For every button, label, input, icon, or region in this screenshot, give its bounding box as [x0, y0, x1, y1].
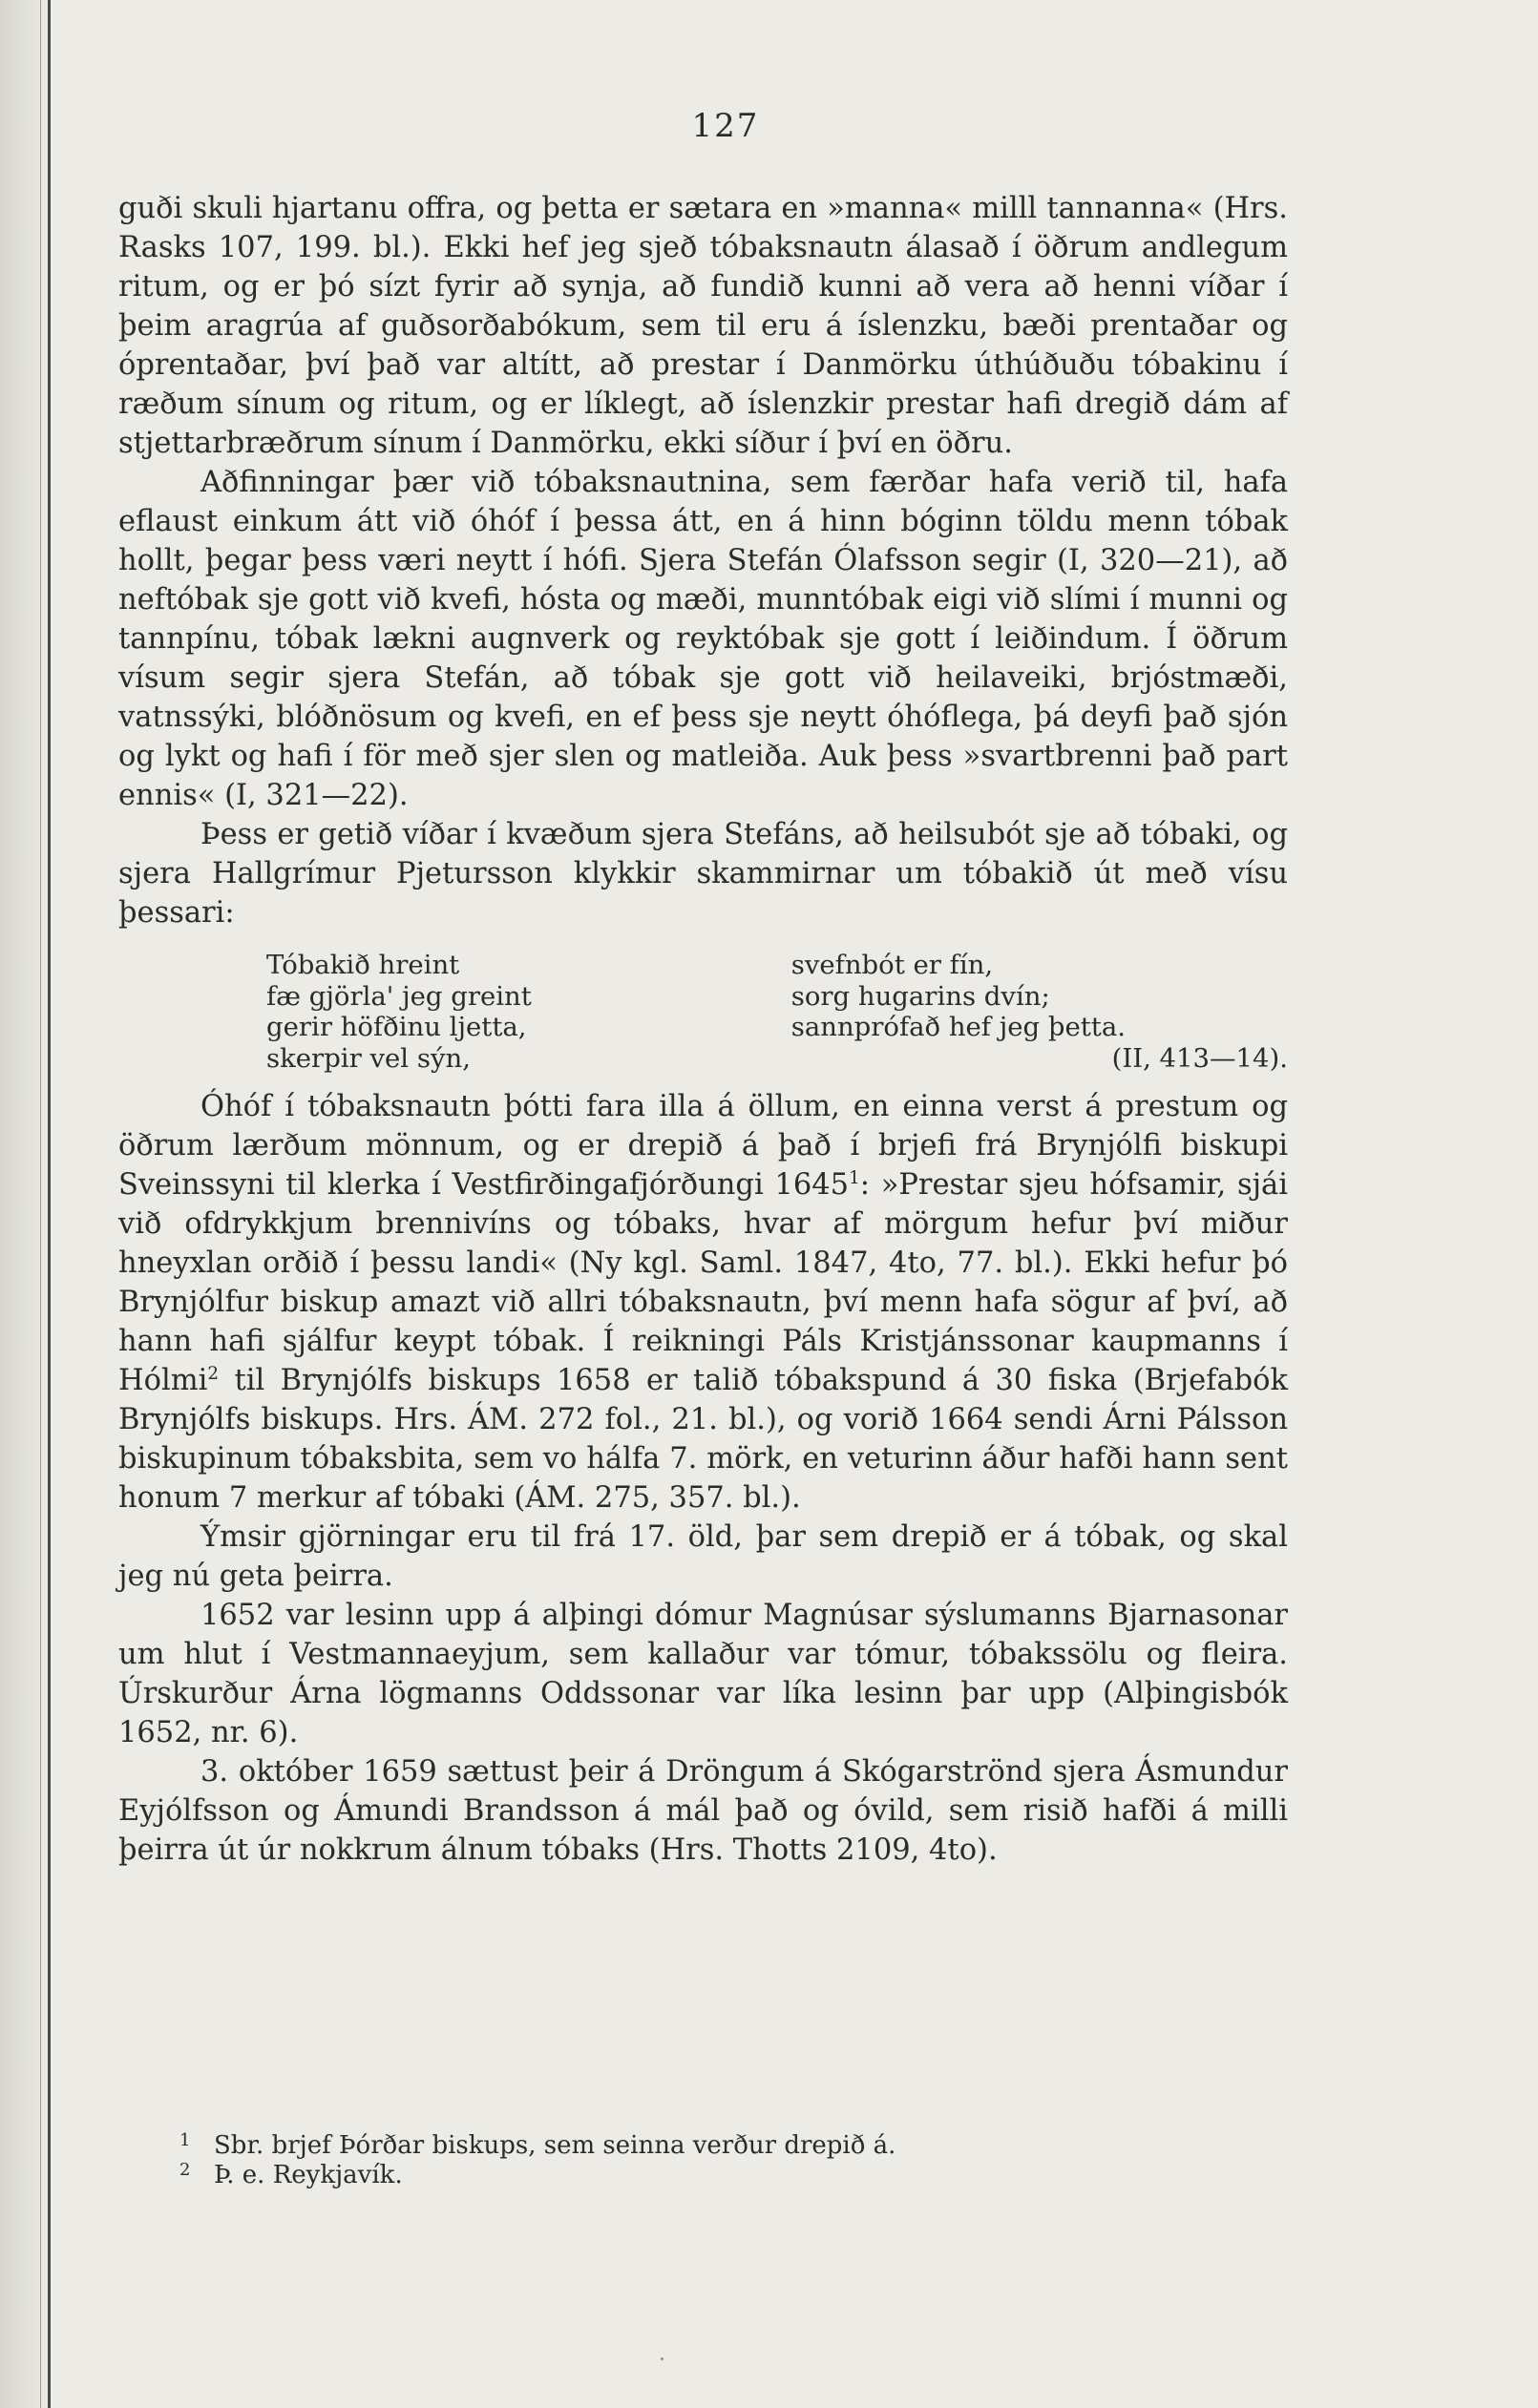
footnote-text: Sbr. brjef Þórðar biskups, sem seinna verður drepið á.	[214, 2131, 896, 2160]
paragraph: 3. október 1659 sættust þeir á Dröngum á Skógarströnd sjera Ásmundur Eyjólfsson og Ámundi Brandsson á mál það og óvild, sem risið hafði á milli þeirra út úr nokkrum álnum tóbaks (Hrs. Thotts 2109, 4to).	[118, 1755, 1288, 1867]
footnote	[179, 2161, 1134, 2190]
paragraph-text: Óhóf í tóbaksnautn þótti fara illa á öllum, en einna verst á prestum og öðrum lærðum mönnum, og er drepið á það í brjefi frá Brynjólfi biskupi Sveinssyni til klerka í Vestfirðingafjórðungi 1645	[118, 1090, 1288, 1202]
paragraph: Þess er getið víðar í kvæðum sjera Stefáns, að heilsubót sje að tóbaki, og sjera Hallgrímur Pjetursson klykkir skammirnar um tóbakið út með vísu þessari:	[118, 818, 1288, 930]
footnote-mark: 2	[179, 2160, 191, 2180]
verse-line: svefnbót er fín,	[790, 950, 994, 980]
gutter-line	[48, 0, 51, 2408]
paragraph-text: : »Prestar sjeu hófsamir, sjái við ofdrykkjum brennivíns og tóbaks, hvar af mörgum hefur því miður hneyxlan orðið í þessu landi« (Ny kgl. Saml. 1847, 4to, 77. bl.). Ekki hefur þó Brynjólfur biskup amazt við allri tóbaksnautn, því menn hafa sögur af því, að hann hafi sjálfur keypt tóbak. Í reikningi Páls Kristjánssonar kaupmanns í Hólmi	[118, 1168, 1288, 1397]
verse-line: fæ gjörla' jeg greint	[266, 980, 532, 1012]
paragraph	[118, 1087, 1288, 1518]
verse-line: sorg hugarins dvín;	[790, 980, 1050, 1012]
footnote-ref: 1	[849, 1167, 860, 1188]
paragraph-text: til Brynjólfs biskups 1658 er talið tóbakspund á 30 fiska (Brjefabók Brynjólfs biskups. Hrs. ÁM. 272 fol., 21. bl.), og vorið 1664 sendi Árni Pálsson biskupinum tóbaksbita, sem vo hálfa 7. mörk, en veturinn áður hafði hann sent honum 7 merkur af tóbaki (ÁM. 275, 357. bl.).	[118, 1364, 1288, 1515]
verse-line: skerpir vel sýn,	[266, 1042, 471, 1074]
book-spine-shadow	[0, 0, 50, 2408]
verse-column-left	[118, 950, 791, 1074]
paper-speck	[661, 2357, 664, 2360]
paragraph: Aðfinningar þær við tóbaksnautnina, sem færðar hafa verið til, hafa eflaust einkum átt við óhóf í þessa átt, en á hinn bóginn töldu menn tóbak hollt, þegar þess væri neytt í hófi. Sjera Stefán Ólafsson segir (I, 320—21), að neftóbak sje gott við kvefi, hósta og mæði, munntóbak eigi við slími í munni og tannpínu, tóbak lækni augnverk og reyktóbak sje gott í leiðindum. Í öðrum vísum segir sjera Stefán, að tóbak sje gott við heilaveiki, brjóstmæði, vatnssýki, blóðnösum og kvefi, en ef þess sje neytt óhóflega, þá deyfi það sjón og lykt og hafi í för með sjer slen og matleiða. Auk þess »svartbrenni það part ennis« (I, 321—22).	[118, 466, 1288, 812]
footnote	[179, 2131, 1134, 2161]
footnote-text: Þ. e. Reykjavík.	[214, 2161, 403, 2189]
paragraph: guði skuli hjartanu offra, og þetta er sætara en »manna« milll tannanna« (Hrs. Rasks 107, 199. bl.). Ekki hef jeg sjeð tóbaksnautn álasað í öðrum andlegum ritum, og er þó sízt fyrir að synja, að fundið kunni að vera að henni víðar í þeim aragrúa af guðsorðabókum, sem til eru á íslenzku, bæði prentaðar og óprentaðar, því það var altítt, að prestar í Danmörku úthúðuðu tóbakinu í ræðum sínum og ritum, og er líklegt, að íslenzkir prestar hafi dregið dám af stjettarbræðrum sínum í Danmörku, ekki síður í því en öðru.	[118, 192, 1288, 460]
paragraph: Ýmsir gjörningar eru til frá 17. öld, þar sem drepið er á tóbak, og skal jeg nú geta þeirra.	[118, 1520, 1288, 1593]
verse-citation: (II, 413—14).	[1111, 1042, 1288, 1074]
verse-line: Tóbakið hreint	[266, 950, 460, 980]
paragraph: 1652 var lesinn upp á alþingi dómur Magnúsar sýslumanns Bjarnasonar um hlut í Vestmannaeyjum, sem kallaður var tómur, tóbakssölu og fleira. Úrskurður Árna lögmanns Oddssonar var líka lesinn þar upp (Alþingisbók 1652, nr. 6).	[118, 1599, 1288, 1749]
body-text	[118, 189, 1288, 1870]
verse-column-right	[791, 950, 1288, 1074]
footnote-ref: 2	[207, 1363, 220, 1384]
verse-line: sannprófað hef jeg þetta.	[790, 1012, 1126, 1042]
gutter-line-faint	[40, 0, 41, 2408]
verse-line: gerir höfðinu ljetta,	[266, 1012, 527, 1042]
footnote-mark: 1	[179, 2130, 191, 2150]
footnotes	[179, 2131, 1134, 2190]
page-number: 127	[691, 107, 760, 145]
verse-block	[118, 950, 1288, 1074]
